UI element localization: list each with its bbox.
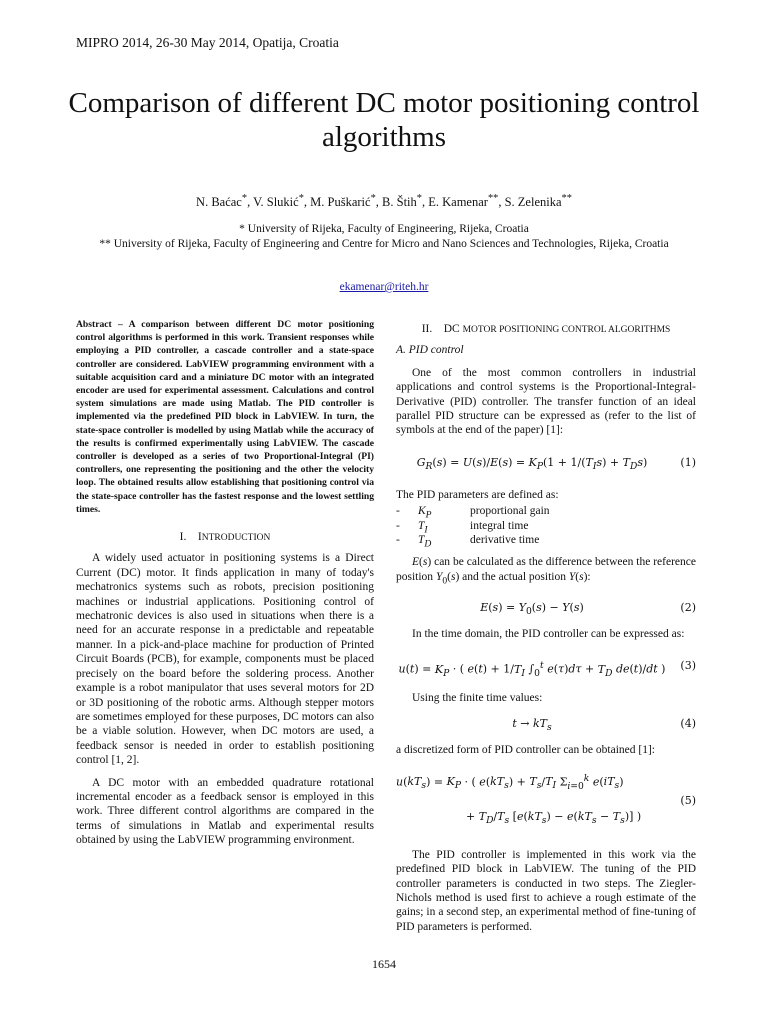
abstract: Abstract – A comparison between different DC motor positioning control algorithms is performed in this work. Transient responses while employing a PID controller, a cascade controller and a state-space controller are considered. LabVIEW programming environment with a suitable acquisition card and a miniature DC motor with an integrated encoder are used for experimental assessment. Calculations and control system simulations are made using Matlab. The PID controller is implemented via the predefined PID block in LabVIEW. In turn, the state-space controller is modelled by using Matlab while the accuracy of the results is confirmed experimentally using LabVIEW. The cascade controller is developed as a series of two Proportional-Integral (PI) controllers, one representing the positioning and the other the velocity loop. The obtained results allow establishing that positioning control via the state-space controller has the fastest response and the lowest settling times.	[76, 319, 374, 515]
pid-parameter-list	[396, 504, 696, 550]
equation-number: (2)	[680, 600, 696, 614]
section-heading-introduction: I. INTRODUCTION	[179, 531, 271, 544]
list-item: - $T_I$ integral time	[396, 519, 529, 535]
equation-5: $u(kT_s) = K_P$ · ( $e(kT_s) + T_s/T_I$ $\Sigma_{i=0}^k$ $e(iT_s)$ + $T_D/T_s$ $[e(kT_s) - e(kT_s - T_s)]$ ) (5)	[396, 772, 696, 826]
intro-paragraph-2: A DC motor with an embedded quadrature rotational incremental encoder as a feedback sensor is employed in this work. Three different control algorithms are compared in the terms of simulations in Matlab and experimental results obtained by using the LabVIEW programming environment.	[76, 776, 374, 847]
equation-1: $G_R(s) = U(s)/E(s) = K_P(1 + 1/(T_Is) + T_Ds)$ (1)	[416, 455, 696, 473]
equation-3: $u(t) = K_P$ · ( $e(t) + 1/T_I$ $\int_0^t$ $e(\tau)d\tau + T_D$ de(t)/dt ) (3)	[398, 658, 696, 679]
conference-header: MIPRO 2014, 26-30 May 2014, Opatija, Croatia	[76, 35, 339, 50]
section-number: I.	[179, 531, 187, 544]
affiliations	[60, 222, 708, 252]
pid-paragraph-4: Using the finite time values:	[412, 691, 543, 704]
pid-paragraph-5: a discretized form of PID controller can be obtained [1]:	[396, 744, 655, 757]
pid-paragraph-3: In the time domain, the PID controller can be expressed as:	[412, 627, 685, 640]
equation-number: (5)	[680, 793, 696, 807]
section-heading-algorithms: II. DC MOTOR POSITIONING CONTROL ALGORITHMS	[421, 323, 671, 335]
params-intro: The PID parameters are defined as:	[396, 488, 559, 501]
section-number: II.	[421, 323, 433, 335]
equation-2: $E(s) = Y_0(s) - Y(s)$ (2)	[480, 600, 696, 617]
affiliation-2: ** University of Rijeka, Faculty of Engineering and Centre for Micro and Nano Sciences and Technologies, Rijeka, Croatia	[99, 238, 669, 250]
paper-title: Comparison of different DC motor positioning control algorithms	[68, 87, 700, 153]
equation-4: $t \to kT_s$ (4)	[512, 717, 696, 734]
equation-number: (3)	[680, 658, 696, 672]
pid-paragraph-2: E(s) can be calculated as the difference between the reference position $Y_0(s)$ and the actual position Y(s):	[396, 556, 696, 587]
pid-paragraph-1: One of the most common controllers in industrial applications and control systems is the Proportional-Integral-Derivative (PID) controller. The transfer function of an ideal parallel PID structure can be expressed as (refer to the list of symbols at the end of the paper) [1]:	[396, 366, 696, 437]
affiliation-1: * University of Rijeka, Faculty of Engineering, Rijeka, Croatia	[239, 223, 529, 235]
equation-number: (4)	[680, 717, 696, 731]
list-item: - $K_P$ proportional gain	[396, 505, 550, 521]
list-item: - $T_D$ derivative time	[396, 534, 540, 550]
subsection-pid-control: A. PID control	[396, 344, 464, 357]
left-column	[76, 318, 374, 856]
intro-paragraph-1: A widely used actuator in positioning systems is a Direct Current (DC) motor. It finds application in many of today's mechatronics systems such as robots, precision positioning machines or industrial applications. Positioning control of mechatronic devices is also used in situations when there is a need for an accurate response in a predictable and repeatable manner. In a pick-and-place machine for production of Printed Circuit Boards (PCB), for example, components must be placed precisely on the board before the soldering process. Another example is a robot manipulator that uses several motors for 2D or 3D positioning of the robotic arms. Although stepper motors are sometimes employed for these purposes, DC motors can also be a viable solution. However, when DC motors are used, a feedback sensor is needed in order to establish positioning control [1, 2].	[76, 552, 374, 767]
pid-paragraph-6: The PID controller is implemented in this work via the predefined PID block in LabVIEW. The tuning of the PID controller parameters is conducted in two steps. The Ziegler-Nichols method is used first to achieve a rough estimate of the gains; in a second step, an experimental method of fine-tuning of PID parameters is performed.	[396, 848, 696, 933]
page-number: 1654	[372, 957, 396, 971]
equation-number: (1)	[680, 455, 696, 469]
email-link[interactable]: ekamenar@riteh.hr	[339, 281, 429, 293]
author-list: N. Baćac*, V. Slukić*, M. Puškarić*, B. Štih*, E. Kamenar**, S. Zelenika**	[196, 193, 572, 210]
contact-email	[40, 281, 728, 293]
right-column	[396, 318, 696, 942]
